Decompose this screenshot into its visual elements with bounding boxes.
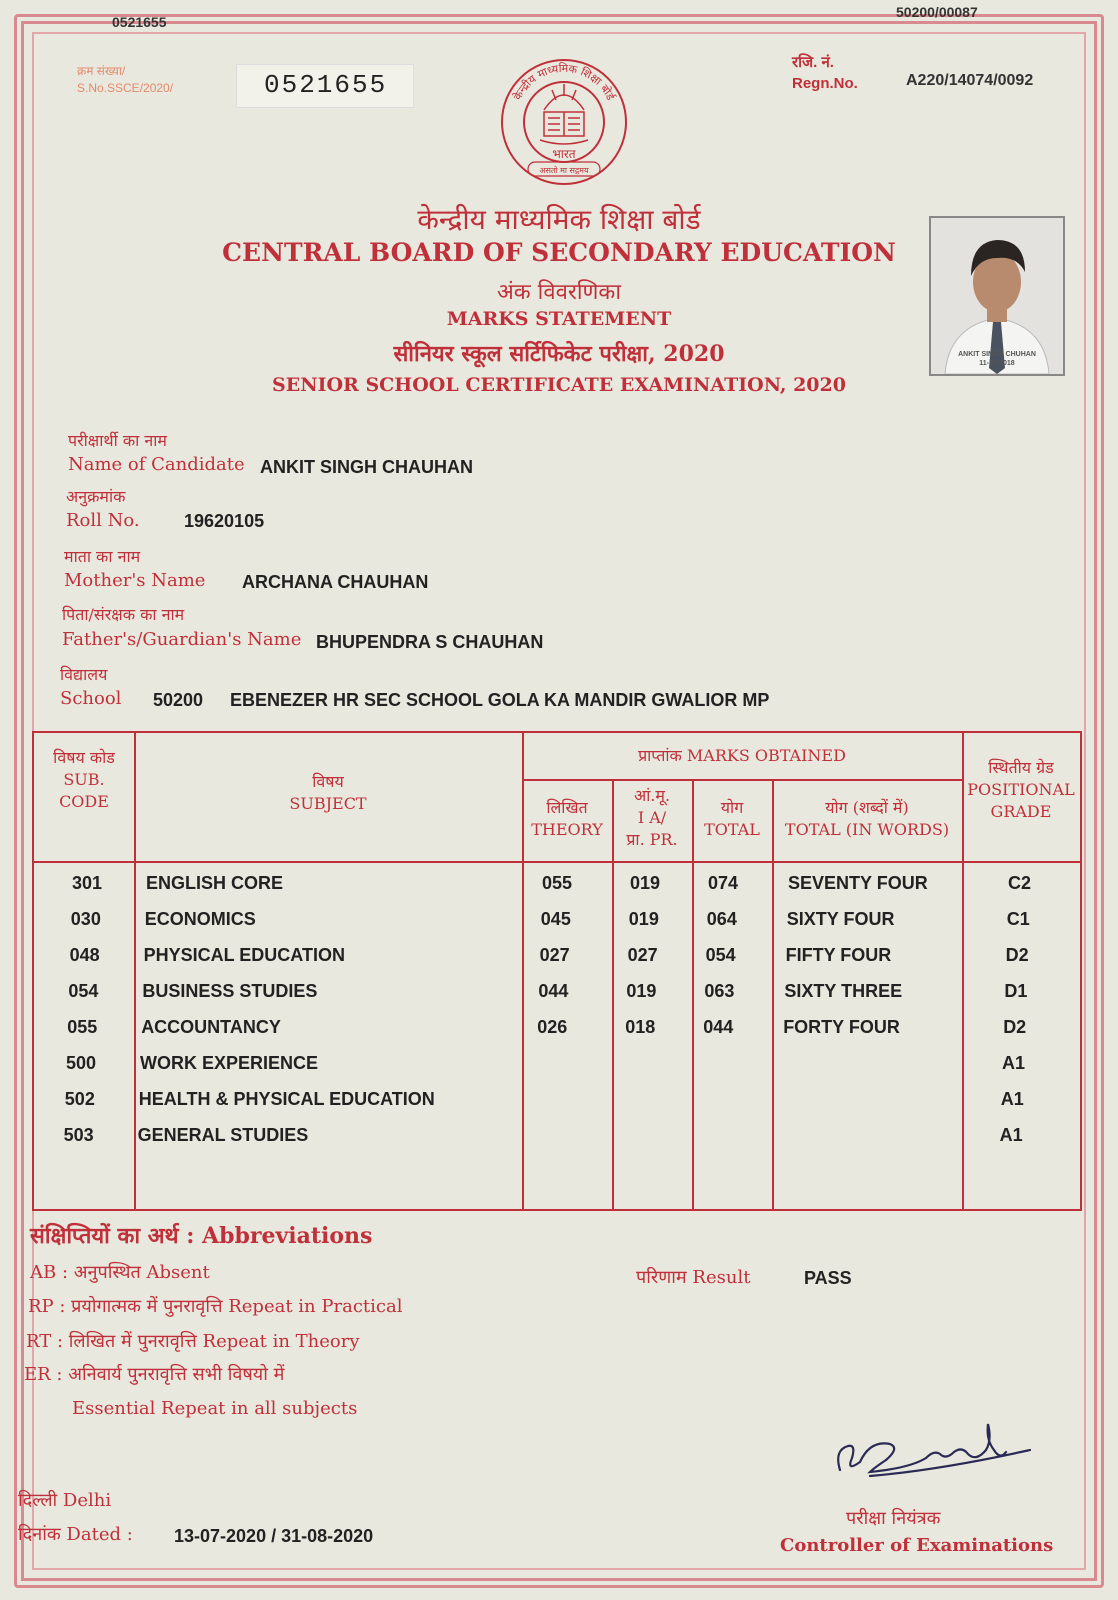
mother-label: Mother's Name — [64, 570, 206, 591]
cell-total: 054 — [705, 945, 736, 965]
father-label: Father's/Guardian's Name — [62, 629, 302, 650]
abbreviations-title: संक्षिप्तियों का अर्थ : Abbreviations — [30, 1223, 373, 1249]
school-label: School — [60, 688, 122, 709]
name-label: Name of Candidate — [68, 454, 245, 475]
cell-words: SIXTY THREE — [784, 981, 903, 1001]
dated-value: 13-07-2020 / 31-08-2020 — [174, 1526, 374, 1546]
board-name-english: CENTRAL BOARD OF SECONDARY EDUCATION — [222, 238, 896, 267]
cell-words: FORTY FOUR — [783, 1017, 900, 1037]
mother-name: ARCHANA CHAUHAN — [242, 572, 429, 592]
header-ia-pr: आं.मू. I A/ प्रा. PR. — [626, 786, 678, 849]
board-name-hindi: केन्द्रीय माध्यमिक शिक्षा बोर्ड — [417, 203, 701, 236]
dated-label: दिनांक Dated : — [18, 1524, 133, 1545]
cell-ia: 018 — [625, 1017, 656, 1037]
cell-ia: 019 — [626, 981, 657, 1001]
cell-theory: 055 — [542, 873, 573, 893]
school-code: 50200 — [153, 690, 204, 710]
cell-grade: A1 — [1002, 1053, 1026, 1073]
cell-grade: D2 — [1005, 945, 1029, 965]
abbr-rt: RT : लिखित में पुनरावृत्ति Repeat in Theory — [26, 1331, 360, 1352]
mother-label-hindi: माता का नाम — [64, 547, 141, 566]
roll-number: 19620105 — [184, 511, 265, 531]
cell-code: 030 — [70, 909, 101, 929]
cell-ia: 027 — [627, 945, 658, 965]
controller-title-english: Controller of Examinations — [780, 1535, 1054, 1556]
cell-grade: D2 — [1003, 1017, 1027, 1037]
cell-theory: 045 — [540, 909, 571, 929]
cell-theory: 026 — [537, 1017, 568, 1037]
cell-total: 063 — [704, 981, 735, 1001]
cell-code: 301 — [72, 873, 103, 893]
signature-icon — [830, 1410, 1040, 1500]
cell-theory: 044 — [538, 981, 569, 1001]
header-subject: विषय SUBJECT — [289, 772, 367, 813]
candidate-photo — [929, 216, 1065, 376]
cell-grade: D1 — [1004, 981, 1028, 1001]
school-name: EBENEZER HR SEC SCHOOL GOLA KA MANDIR GWALIOR MP — [230, 690, 770, 710]
regn-label: रजि. नं. Regn.No. — [792, 54, 858, 92]
cell-ia: 019 — [628, 909, 659, 929]
top-serial: 0521655 — [112, 14, 167, 30]
cell-words: FIFTY FOUR — [785, 945, 892, 965]
emblem-text-bottom: असतो मा सद्गमय — [539, 166, 589, 175]
cell-subject: PHYSICAL EDUCATION — [143, 945, 345, 965]
cell-code: 048 — [69, 945, 100, 965]
father-name: BHUPENDRA S CHAUHAN — [316, 632, 544, 652]
abbr-rp: RP : प्रयोगात्मक में पुनरावृत्ति Repeat in Practical — [28, 1296, 403, 1317]
cell-subject: GENERAL STUDIES — [137, 1125, 309, 1145]
abbr-er-english: Essential Repeat in all subjects — [72, 1398, 358, 1419]
exam-title-english: SENIOR SCHOOL CERTIFICATE EXAMINATION, 2020 — [272, 374, 846, 396]
header-marks-obtained: प्राप्तांक MARKS OBTAINED — [638, 746, 846, 765]
cell-grade: A1 — [1000, 1089, 1024, 1109]
cell-code: 503 — [63, 1125, 94, 1145]
exam-title-hindi: सीनियर स्कूल सर्टिफिकेट परीक्षा, 2020 — [393, 341, 725, 367]
cell-subject: BUSINESS STUDIES — [142, 981, 318, 1001]
statement-title-english: MARKS STATEMENT — [446, 308, 672, 330]
regn-value: A220/14074/0092 — [906, 72, 1034, 89]
sno-label: क्रम संख्या/ S.No.SSCE/2020/ — [77, 64, 174, 95]
result-value: PASS — [804, 1268, 852, 1288]
sno-value: 0521655 — [264, 70, 388, 100]
cell-subject: ENGLISH CORE — [146, 873, 284, 893]
cbse-emblem-icon — [494, 50, 634, 190]
cell-total: 064 — [706, 909, 737, 929]
header-total-words: योग (शब्दों में) TOTAL (IN WORDS) — [784, 798, 950, 839]
roll-label: Roll No. — [66, 510, 140, 531]
cell-code: 055 — [67, 1017, 98, 1037]
cell-ia: 019 — [630, 873, 661, 893]
cell-total: 074 — [708, 873, 739, 893]
cell-words: SEVENTY FOUR — [788, 873, 928, 893]
cell-subject: WORK EXPERIENCE — [140, 1053, 319, 1073]
cell-code: 054 — [68, 981, 99, 1001]
cell-subject: ACCOUNTANCY — [141, 1017, 281, 1037]
abbr-ab: AB : अनुपस्थित Absent — [30, 1262, 210, 1283]
statement-title-hindi: अंक विवरणिका — [496, 280, 622, 305]
cell-words: SIXTY FOUR — [786, 909, 895, 929]
cell-subject: HEALTH & PHYSICAL EDUCATION — [138, 1089, 435, 1109]
cell-grade: C2 — [1008, 873, 1032, 893]
cell-theory: 027 — [539, 945, 570, 965]
header-theory: लिखित THEORY — [531, 798, 603, 839]
cell-grade: A1 — [999, 1125, 1023, 1145]
result-label: परिणाम Result — [636, 1267, 751, 1288]
cell-total: 044 — [703, 1017, 734, 1037]
emblem-text-top: केन्द्रीय माध्यमिक शिक्षा बोर्ड — [510, 61, 618, 103]
name-label-hindi: परीक्षार्थी का नाम — [68, 431, 167, 450]
cell-grade: C1 — [1006, 909, 1030, 929]
candidate-name: ANKIT SINGH CHAUHAN — [260, 457, 473, 477]
place-label: दिल्ली Delhi — [18, 1490, 112, 1511]
header-sub-code: विषय कोड SUB. CODE — [53, 748, 115, 811]
cell-code: 502 — [64, 1089, 95, 1109]
emblem-text-mid: भारत — [552, 147, 576, 161]
roll-label-hindi: अनुक्रमांक — [66, 487, 126, 506]
header-total: योग TOTAL — [704, 798, 760, 839]
marks-table — [32, 731, 1082, 1211]
abbr-er: ER : अनिवार्य पुनरावृत्ति सभी विषयो में — [24, 1364, 285, 1385]
header-positional-grade: स्थितीय ग्रेड POSITIONAL GRADE — [967, 758, 1075, 821]
top-school-code: 50200/00087 — [896, 4, 978, 20]
school-label-hindi: विद्यालय — [60, 665, 108, 684]
cell-code: 500 — [66, 1053, 97, 1073]
father-label-hindi: पिता/संरक्षक का नाम — [62, 605, 185, 624]
controller-title-hindi: परीक्षा नियंत्रक — [846, 1508, 941, 1529]
photo-caption: ANKIT SINGH CHUHAN 11-10-2018 — [958, 351, 1036, 367]
cell-subject: ECONOMICS — [144, 909, 256, 929]
